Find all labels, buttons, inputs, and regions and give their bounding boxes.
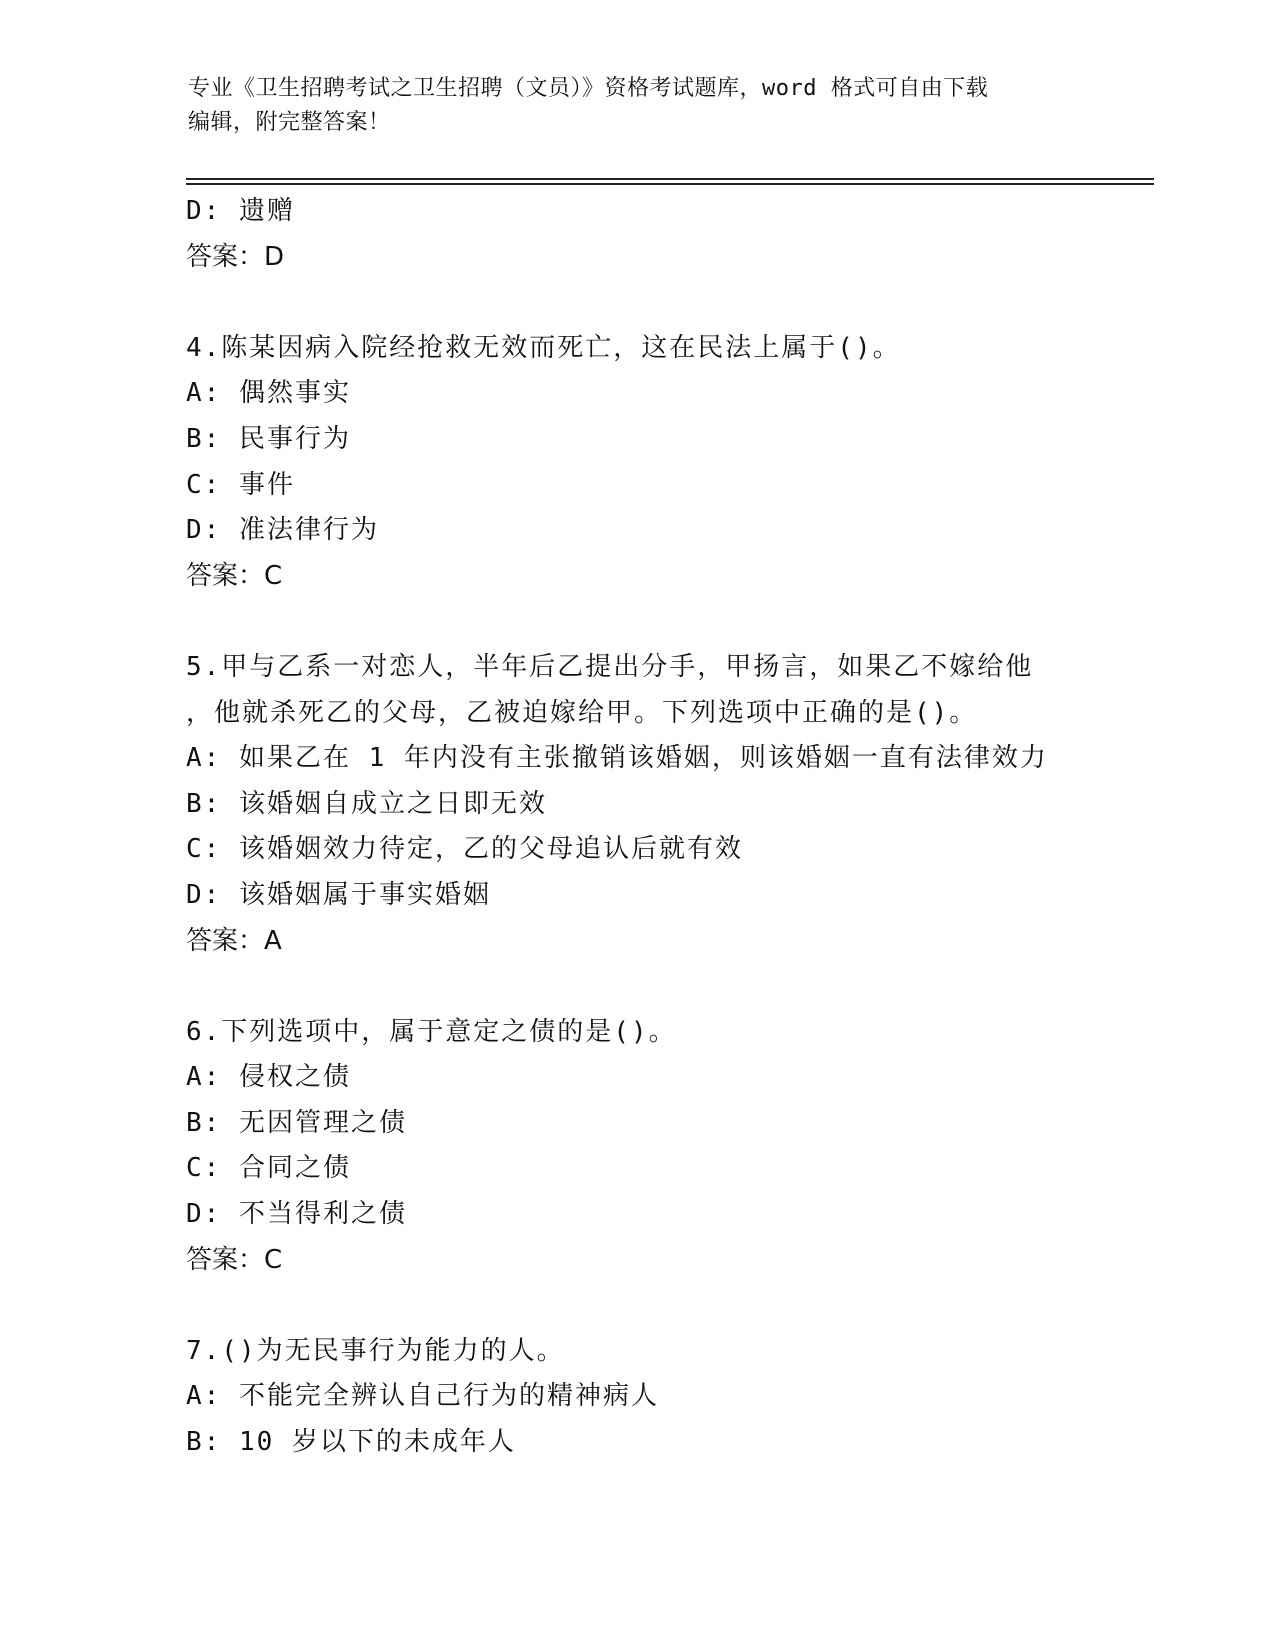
spacer [186,964,1186,1010]
answer-line: 答案：D [186,241,285,272]
spacer [186,280,1186,326]
document-header [188,72,1088,140]
question-7 [186,1329,1186,1466]
option-c: C: 事件 [186,469,295,500]
question-list [186,189,1186,1466]
header-title-line-2: 编辑，附完整答案！ [188,110,391,135]
option-b: B: 该婚姻自成立之日即无效 [186,788,547,819]
option-a: A: 如果乙在 1 年内没有主张撤销该婚姻，则该婚姻一直有法律效力 [186,743,1048,774]
header-title-line-1: 专业《卫生招聘考试之卫生招聘（文员）》资格考试题库，word 格式可自由下载 [188,76,989,101]
header-divider-top [186,178,1154,180]
answer-line: 答案：C [186,560,283,591]
spacer [186,599,1186,645]
question-5 [186,645,1186,964]
option-a: A: 偶然事实 [186,378,351,409]
option-a: A: 侵权之债 [186,1062,351,1093]
question-stem: 6.下列选项中，属于意定之债的是()。 [186,1016,677,1047]
option-d: D: 该婚姻属于事实婚姻 [186,879,491,910]
header-divider-bottom [186,183,1154,185]
option-b: B: 民事行为 [186,423,351,454]
option-d: D: 准法律行为 [186,515,379,546]
question-6 [186,1010,1186,1284]
question-stem-line-2: ，他就杀死乙的父母，乙被迫嫁给甲。下列选项中正确的是()。 [186,697,978,728]
answer-line: 答案：C [186,1244,283,1275]
option-d: D: 不当得利之债 [186,1199,407,1230]
answer-line: 答案：A [186,925,282,956]
option-b: B: 无因管理之债 [186,1107,407,1138]
option-a: A: 不能完全辨认自己行为的精神病人 [186,1381,659,1412]
question-stem-line-1: 5.甲与乙系一对恋人，半年后乙提出分手，甲扬言，如果乙不嫁给他 [186,651,1034,682]
question-4 [186,326,1186,600]
option-d: D: 遗赠 [186,196,295,226]
question-3-tail [186,189,1186,280]
option-c: C: 该婚姻效力待定，乙的父母追认后就有效 [186,834,743,865]
question-stem: 4.陈某因病入院经抢救无效而死亡，这在民法上属于()。 [186,332,901,363]
spacer [186,1283,1186,1329]
option-c: C: 合同之债 [186,1153,351,1184]
question-stem: 7.()为无民事行为能力的人。 [186,1335,565,1366]
option-b: B: 10 岁以下的未成年人 [186,1427,516,1458]
